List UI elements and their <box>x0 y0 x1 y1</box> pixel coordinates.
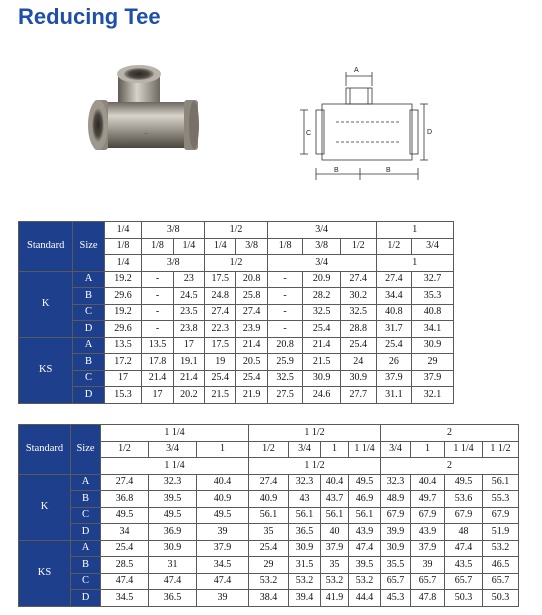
value-cell: 22.3 <box>205 321 236 338</box>
dimension-cell: C <box>73 304 104 321</box>
size-top-cell: 3/4 <box>267 222 376 239</box>
table-row <box>19 573 519 590</box>
value-cell: 55.3 <box>483 491 519 508</box>
table-row <box>19 354 454 371</box>
reducing-tee-drawing <box>296 64 436 184</box>
value-cell: 13.5 <box>104 337 142 354</box>
value-cell: 65.7 <box>411 573 445 590</box>
size-top-cell: 1/4 <box>104 222 142 239</box>
value-cell: 35 <box>321 557 349 574</box>
value-cell: 53.2 <box>349 573 381 590</box>
value-cell: 67.9 <box>483 507 519 524</box>
value-cell: 17.5 <box>205 337 236 354</box>
value-cell: 50.3 <box>483 590 519 607</box>
value-cell: 31.7 <box>376 321 412 338</box>
table-row <box>19 271 454 288</box>
size-bottom-cell: 3/8 <box>142 255 205 272</box>
value-cell: 20.9 <box>303 271 341 288</box>
value-cell: - <box>267 304 303 321</box>
size-bottom-cell: 1 1/4 <box>101 458 249 475</box>
value-cell: 49.5 <box>149 507 197 524</box>
value-cell: 35 <box>249 524 289 541</box>
size-mid-cell: 3/4 <box>149 441 197 458</box>
value-cell: 29 <box>249 557 289 574</box>
value-cell: 53.2 <box>289 573 321 590</box>
standard-cell: K <box>19 474 71 540</box>
size-mid-cell: 1 1/4 <box>349 441 381 458</box>
value-cell: - <box>267 271 303 288</box>
value-cell: 56.1 <box>321 507 349 524</box>
reducing-tee-photo <box>82 62 212 170</box>
value-cell: 29 <box>412 354 454 371</box>
value-cell: 25.4 <box>341 337 377 354</box>
value-cell: 21.9 <box>236 387 267 404</box>
value-cell: 40.4 <box>411 474 445 491</box>
value-cell: 51.9 <box>483 524 519 541</box>
table-row <box>19 370 454 387</box>
value-cell: - <box>142 321 173 338</box>
size-mid-cell: 1 1/2 <box>483 441 519 458</box>
value-cell: 19 <box>205 354 236 371</box>
value-cell: 40 <box>321 524 349 541</box>
value-cell: 19.2 <box>104 271 142 288</box>
value-cell: 67.9 <box>381 507 411 524</box>
value-cell: 32.1 <box>412 387 454 404</box>
table-row <box>19 387 454 404</box>
size-top-cell: 1 1/2 <box>249 425 381 442</box>
value-cell: 32.3 <box>289 474 321 491</box>
value-cell: 37.9 <box>376 370 412 387</box>
value-cell: 46.5 <box>483 557 519 574</box>
size-mid-cell: 1/2 <box>341 238 377 255</box>
value-cell: 37.9 <box>197 540 249 557</box>
size-top-cell: 3/8 <box>142 222 205 239</box>
value-cell: 41.9 <box>321 590 349 607</box>
value-cell: 30.9 <box>341 370 377 387</box>
value-cell: 34.1 <box>412 321 454 338</box>
value-cell: 40.4 <box>321 474 349 491</box>
table-row <box>19 474 519 491</box>
value-cell: 20.8 <box>236 271 267 288</box>
table-row <box>19 337 454 354</box>
standard-cell: KS <box>19 540 71 606</box>
value-cell: 30.9 <box>303 370 341 387</box>
value-cell: 56.1 <box>249 507 289 524</box>
value-cell: 36.9 <box>149 524 197 541</box>
size-bottom-cell: 1 <box>376 255 453 272</box>
value-cell: 23 <box>173 271 204 288</box>
value-cell: 23.8 <box>173 321 204 338</box>
size-mid-cell: 1 <box>197 441 249 458</box>
dimension-cell: B <box>73 288 104 305</box>
value-cell: 49.5 <box>445 474 483 491</box>
dimension-cell: D <box>71 590 101 607</box>
size-mid-cell: 3/8 <box>303 238 341 255</box>
table-header-row <box>19 425 519 442</box>
size-mid-cell: 1/8 <box>104 238 142 255</box>
value-cell: 56.1 <box>483 474 519 491</box>
value-cell: 39 <box>197 590 249 607</box>
table-body <box>19 271 454 403</box>
size-mid-cell: 1/2 <box>101 441 149 458</box>
value-cell: 48.9 <box>381 491 411 508</box>
value-cell: 43.7 <box>321 491 349 508</box>
value-cell: 20.5 <box>236 354 267 371</box>
table-row <box>19 557 519 574</box>
value-cell: 39.9 <box>381 524 411 541</box>
size-bottom-cell: 1 1/2 <box>249 458 381 475</box>
dimension-cell: D <box>71 524 101 541</box>
size-mid-cell: 1 <box>411 441 445 458</box>
value-cell: 46.9 <box>349 491 381 508</box>
value-cell: 40.4 <box>197 474 249 491</box>
dimension-cell: B <box>73 354 104 371</box>
value-cell: 34.4 <box>376 288 412 305</box>
value-cell: 47.4 <box>149 573 197 590</box>
value-cell: 56.1 <box>289 507 321 524</box>
value-cell: 13.5 <box>142 337 173 354</box>
dimension-cell: D <box>73 321 104 338</box>
dimension-cell: C <box>71 573 101 590</box>
value-cell: 39.5 <box>149 491 197 508</box>
size-bottom-cell: 2 <box>381 458 519 475</box>
value-cell: 32.7 <box>412 271 454 288</box>
value-cell: 53.6 <box>445 491 483 508</box>
value-cell: 37.9 <box>411 540 445 557</box>
value-cell: 17 <box>104 370 142 387</box>
standard-cell: K <box>19 271 73 337</box>
value-cell: 23.9 <box>236 321 267 338</box>
size-top-cell: 1 <box>376 222 453 239</box>
value-cell: 40.8 <box>412 304 454 321</box>
value-cell: 36.5 <box>289 524 321 541</box>
value-cell: 35.3 <box>412 288 454 305</box>
table-row <box>19 540 519 557</box>
value-cell: 34.5 <box>197 557 249 574</box>
value-cell: 40.9 <box>197 491 249 508</box>
value-cell: 17.2 <box>104 354 142 371</box>
dimension-cell: D <box>73 387 104 404</box>
table-row <box>19 288 454 305</box>
value-cell: 36.5 <box>149 590 197 607</box>
value-cell: 53.2 <box>321 573 349 590</box>
value-cell: 15.3 <box>104 387 142 404</box>
dimension-cell: A <box>71 540 101 557</box>
dimension-table-small-sizes <box>18 221 454 404</box>
value-cell: 67.9 <box>445 507 483 524</box>
drawing-label-b-left: B <box>334 167 339 174</box>
value-cell: 21.4 <box>173 370 204 387</box>
value-cell: 30.9 <box>289 540 321 557</box>
value-cell: 28.2 <box>303 288 341 305</box>
value-cell: 17.8 <box>142 354 173 371</box>
value-cell: 21.4 <box>142 370 173 387</box>
value-cell: 27.4 <box>101 474 149 491</box>
size-top-cell: 1/2 <box>205 222 268 239</box>
size-bottom-cell: 3/4 <box>267 255 376 272</box>
value-cell: - <box>267 321 303 338</box>
drawing-label-b-right: B <box>386 167 391 174</box>
size-bottom-cell: 1/4 <box>104 255 142 272</box>
value-cell: 39 <box>411 557 445 574</box>
size-mid-cell: 3/8 <box>236 238 267 255</box>
table-row <box>19 491 519 508</box>
size-mid-cell: 1 1/4 <box>445 441 483 458</box>
table-header-row <box>19 222 454 239</box>
size-mid-cell: 3/4 <box>289 441 321 458</box>
value-cell: 32.3 <box>149 474 197 491</box>
value-cell: 25.4 <box>303 321 341 338</box>
value-cell: 34.5 <box>101 590 149 607</box>
value-cell: 27.4 <box>236 304 267 321</box>
value-cell: 31.5 <box>289 557 321 574</box>
value-cell: 40.9 <box>249 491 289 508</box>
value-cell: 28.5 <box>101 557 149 574</box>
value-cell: 30.9 <box>412 337 454 354</box>
value-cell: 39.5 <box>349 557 381 574</box>
drawing-label-c: C <box>306 130 312 137</box>
size-mid-cell: 1/4 <box>205 238 236 255</box>
value-cell: 19.1 <box>173 354 204 371</box>
value-cell: - <box>142 288 173 305</box>
value-cell: 24 <box>341 354 377 371</box>
dimension-cell: C <box>73 370 104 387</box>
value-cell: 34 <box>101 524 149 541</box>
value-cell: 24.6 <box>303 387 341 404</box>
value-cell: 43.9 <box>349 524 381 541</box>
value-cell: 37.9 <box>412 370 454 387</box>
dimension-cell: B <box>71 557 101 574</box>
size-mid-cell: 1/8 <box>142 238 173 255</box>
standard-header: Standard <box>19 222 73 272</box>
value-cell: 45.3 <box>381 590 411 607</box>
drawing-label-a: A <box>354 67 359 74</box>
value-cell: 47.4 <box>101 573 149 590</box>
size-header: Size <box>71 425 101 475</box>
value-cell: 17.5 <box>205 271 236 288</box>
size-mid-cell: 1/2 <box>376 238 412 255</box>
value-cell: 27.5 <box>267 387 303 404</box>
value-cell: 21.5 <box>205 387 236 404</box>
dimension-cell: B <box>71 491 101 508</box>
value-cell: 21.5 <box>303 354 341 371</box>
standard-header: Standard <box>19 425 71 475</box>
value-cell: 44.4 <box>349 590 381 607</box>
value-cell: 27.4 <box>249 474 289 491</box>
value-cell: 17 <box>173 337 204 354</box>
size-mid-cell: 1/4 <box>173 238 204 255</box>
value-cell: 43 <box>289 491 321 508</box>
value-cell: 28.8 <box>341 321 377 338</box>
value-cell: 65.7 <box>483 573 519 590</box>
value-cell: 25.4 <box>249 540 289 557</box>
size-mid-cell: 3/4 <box>381 441 411 458</box>
value-cell: 40.8 <box>376 304 412 321</box>
size-top-cell: 2 <box>381 425 519 442</box>
value-cell: 17 <box>142 387 173 404</box>
value-cell: 49.7 <box>411 491 445 508</box>
dimension-cell: C <box>71 507 101 524</box>
dimension-cell: A <box>73 271 104 288</box>
standard-cell: KS <box>19 337 73 403</box>
value-cell: 25.4 <box>101 540 149 557</box>
value-cell: 47.4 <box>445 540 483 557</box>
value-cell: 25.4 <box>205 370 236 387</box>
table-row <box>19 590 519 607</box>
value-cell: 53.2 <box>249 573 289 590</box>
value-cell: 37.9 <box>321 540 349 557</box>
value-cell: 49.5 <box>197 507 249 524</box>
page-title: Reducing Tee <box>18 4 161 29</box>
table-body <box>19 474 519 606</box>
value-cell: 47.4 <box>349 540 381 557</box>
value-cell: 48 <box>445 524 483 541</box>
value-cell: 30.2 <box>341 288 377 305</box>
value-cell: 65.7 <box>381 573 411 590</box>
value-cell: 43.5 <box>445 557 483 574</box>
svg-text:~: ~ <box>144 131 149 138</box>
value-cell: 24.8 <box>205 288 236 305</box>
value-cell: 39.4 <box>289 590 321 607</box>
value-cell: 36.8 <box>101 491 149 508</box>
value-cell: 30.9 <box>381 540 411 557</box>
value-cell: 20.8 <box>267 337 303 354</box>
value-cell: 49.5 <box>101 507 149 524</box>
value-cell: 31.1 <box>376 387 412 404</box>
value-cell: 29.6 <box>104 321 142 338</box>
size-mid-cell: 3/4 <box>412 238 454 255</box>
value-cell: 19.2 <box>104 304 142 321</box>
value-cell: 32.5 <box>267 370 303 387</box>
value-cell: - <box>142 271 173 288</box>
size-bottom-cell: 1/2 <box>205 255 268 272</box>
value-cell: 26 <box>376 354 412 371</box>
table-row <box>19 304 454 321</box>
value-cell: 20.2 <box>173 387 204 404</box>
value-cell: 56.1 <box>349 507 381 524</box>
value-cell: 29.6 <box>104 288 142 305</box>
size-mid-cell: 1/8 <box>267 238 303 255</box>
value-cell: 21.4 <box>236 337 267 354</box>
value-cell: 47.4 <box>197 573 249 590</box>
value-cell: 27.7 <box>341 387 377 404</box>
size-mid-cell: 1/2 <box>249 441 289 458</box>
value-cell: 25.8 <box>236 288 267 305</box>
dimension-table-large-sizes <box>18 424 519 607</box>
value-cell: 32.5 <box>303 304 341 321</box>
value-cell: 67.9 <box>411 507 445 524</box>
size-mid-cell: 1 <box>321 441 349 458</box>
value-cell: 30.9 <box>149 540 197 557</box>
size-top-cell: 1 1/4 <box>101 425 249 442</box>
value-cell: 39 <box>197 524 249 541</box>
value-cell: 65.7 <box>445 573 483 590</box>
value-cell: 38.4 <box>249 590 289 607</box>
value-cell: 27.4 <box>376 271 412 288</box>
value-cell: 25.9 <box>267 354 303 371</box>
value-cell: 27.4 <box>341 271 377 288</box>
table-row <box>19 321 454 338</box>
table-row <box>19 507 519 524</box>
value-cell: 24.5 <box>173 288 204 305</box>
value-cell: - <box>267 288 303 305</box>
value-cell: - <box>142 304 173 321</box>
value-cell: 23.5 <box>173 304 204 321</box>
dimension-cell: A <box>71 474 101 491</box>
value-cell: 49.5 <box>349 474 381 491</box>
table-row <box>19 524 519 541</box>
value-cell: 31 <box>149 557 197 574</box>
value-cell: 35.5 <box>381 557 411 574</box>
dimension-cell: A <box>73 337 104 354</box>
value-cell: 43.9 <box>411 524 445 541</box>
value-cell: 25.4 <box>376 337 412 354</box>
value-cell: 21.4 <box>303 337 341 354</box>
value-cell: 32.3 <box>381 474 411 491</box>
drawing-label-d: D <box>427 129 433 136</box>
value-cell: 50.3 <box>445 590 483 607</box>
value-cell: 53.2 <box>483 540 519 557</box>
value-cell: 47.8 <box>411 590 445 607</box>
value-cell: 32.5 <box>341 304 377 321</box>
size-header: Size <box>73 222 104 272</box>
value-cell: 25.4 <box>236 370 267 387</box>
value-cell: 27.4 <box>205 304 236 321</box>
